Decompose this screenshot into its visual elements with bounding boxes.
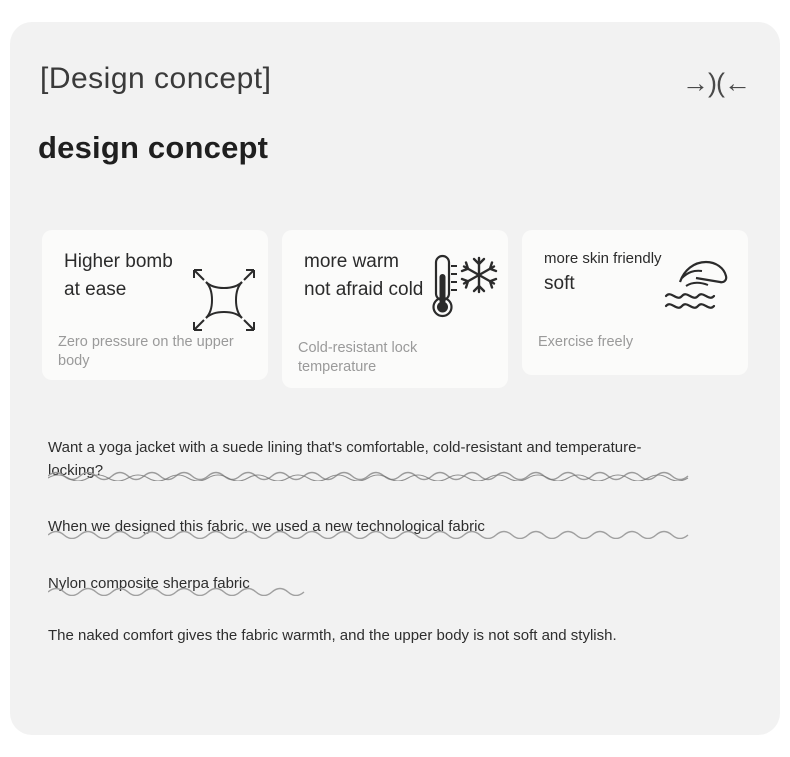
card-line-2: soft <box>544 272 575 294</box>
header <box>40 62 750 112</box>
description-paragraphs <box>48 437 748 674</box>
paragraph-3 <box>48 573 348 596</box>
paragraph-1-text: Want a yoga jacket with a suede lining that's comfortable, cold-resistant and temperature-locking? <box>48 439 642 479</box>
paragraph-4 <box>48 625 728 648</box>
paragraph-2 <box>48 516 608 539</box>
paragraph-3-text: Nylon composite sherpa fabric <box>48 574 250 592</box>
card-subtitle: Zero pressure on the upper body <box>58 333 234 370</box>
scribble-overlay-1 <box>48 467 693 481</box>
card-subtitle: Cold-resistant lock temperature <box>298 339 418 376</box>
feature-card-elasticity <box>42 230 268 380</box>
feature-card-list <box>42 230 750 388</box>
feature-card-warmth <box>282 230 508 388</box>
card-line-1: more warm <box>304 251 400 272</box>
card-line-1: Higher bomb <box>64 251 173 272</box>
paragraph-2-text: When we designed this fabric, we used a new technological fabric <box>48 518 485 535</box>
page-title: design concept <box>38 130 269 165</box>
collapse-arrows-icon[interactable]: →)(← <box>682 68 750 98</box>
design-concept-panel <box>10 22 780 735</box>
card-line-2: not afraid cold <box>304 278 424 300</box>
paragraph-4-text: The naked comfort gives the fabric warmth, and the upper body is not soft and stylish. <box>48 627 617 644</box>
card-line-2: at ease <box>64 278 127 300</box>
card-subtitle: Exercise freely <box>538 334 634 351</box>
card-line-1: more skin friendly <box>544 250 662 267</box>
feature-card-softness <box>522 230 748 375</box>
paragraph-1 <box>48 437 688 482</box>
bracket-title: [Design concept] <box>40 62 272 95</box>
